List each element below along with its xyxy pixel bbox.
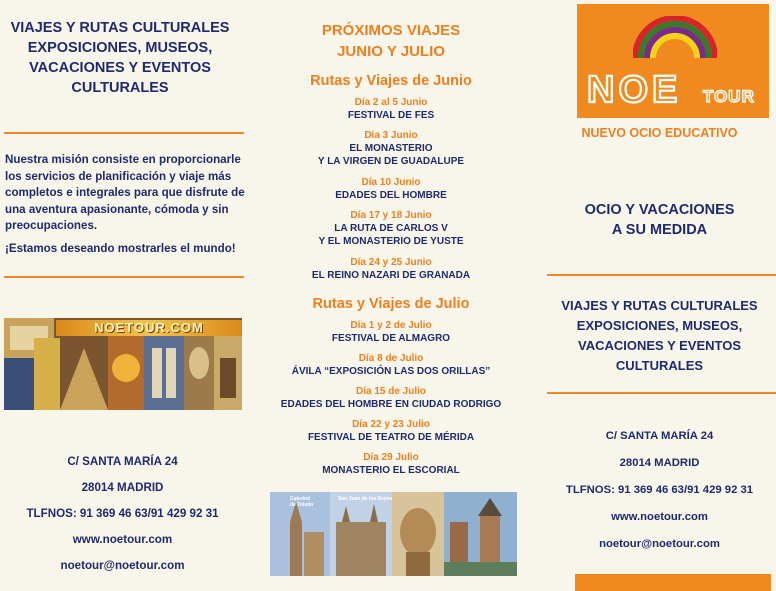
divider [547,274,776,276]
slogan [543,200,776,240]
june-event [262,256,520,282]
middle-panel [262,0,520,591]
june-event [262,129,520,168]
july-event [262,385,520,411]
event-name: ÁVILA “EXPOSICIÓN LAS DOS ORILLAS” [291,366,491,377]
event-name: EDADES DEL HOMBRE [335,190,447,201]
right-city: 28014 MADRID [619,457,700,469]
right-title-line: EXPOSICIONES, MUSEOS, [576,318,743,333]
left-email-link[interactable]: noetour@noetour.com [60,559,185,572]
right-panel [543,0,776,591]
event-date: Día 15 de Julio [355,386,427,397]
june-event [262,209,520,248]
right-address: C/ SANTA MARÍA 24 [605,430,714,442]
right-title-line: VACACIONES Y EVENTOS [577,338,742,353]
monuments-photo-strip [270,492,517,576]
left-title [0,18,240,98]
june-section-title: Rutas y Viajes de Junio [310,73,472,89]
divider [4,132,244,134]
event-name-line2: Y LA VIRGEN DE GUADALUPE [317,156,465,167]
footer-bar [575,574,771,591]
left-title-line: EXPOSICIONES, MUSEOS, [27,40,213,56]
right-title [543,296,776,376]
event-date: Día 29 Julio [363,452,419,463]
slogan-line: A SU MEDIDA [611,222,708,238]
event-name: EL REINO NAZARI DE GRANADA [311,270,471,281]
upcoming-trips-heading [262,20,520,62]
mission-text: Nuestra misión consiste en proporcionarle los servicios de planificación y viaje más completos e integrales para que disfrute de una aventura apasionante, cómoda y sin preocupaciones. [5,153,245,232]
event-name-line2: Y EL MONASTERIO DE YUSTE [318,236,464,247]
left-city: 28014 MADRID [81,481,164,494]
heading-line: JUNIO Y JULIO [337,43,445,60]
exclaim-text: ¡Estamos deseando mostrarles el mundo! [5,242,236,255]
left-title-line: VACACIONES Y EVENTOS [29,60,211,76]
right-phones: TLFNOS: 91 369 46 63/91 429 92 31 [565,484,754,496]
noe-tour-logo [577,4,769,118]
logo-sub-text: TOUR [703,87,755,106]
event-date: Día 2 al 5 Junio [354,97,428,108]
right-title-line: VIAJES Y RUTAS CULTURALES [561,298,758,313]
july-event [262,352,520,378]
left-web-link[interactable]: www.noetour.com [72,533,173,546]
divider [4,276,244,278]
july-section-title: Rutas y Viajes de Julio [312,296,470,312]
right-web-link[interactable]: www.noetour.com [611,511,708,523]
event-name: MONASTERIO EL ESCORIAL [322,465,460,476]
right-email-link[interactable]: noetour@noetour.com [599,538,720,550]
travel-collage-image [4,318,242,410]
left-panel [0,0,258,591]
left-address: C/ SANTA MARÍA 24 [67,455,178,468]
left-title-line: VIAJES Y RUTAS CULTURALES [10,20,230,36]
left-title-line: CULTURALES [71,80,169,96]
collage-banner: NOETOUR.COM [56,320,242,336]
event-date: Día 8 de Julio [358,353,424,364]
logo-main-text: NOE [587,69,682,108]
rainbow-icon [633,16,717,58]
event-date: Día 22 y 23 Julio [352,419,430,430]
logo-wordmark [585,68,761,108]
event-date: Día 10 Junio [361,177,421,188]
event-date: Día 3 Junio [364,130,418,141]
event-date: Día 24 y 25 Junio [350,257,432,268]
tagline: NUEVO OCIO EDUCATIVO [581,126,738,140]
event-date: Día 17 y 18 Junio [350,210,432,221]
right-title-line: CULTURALES [615,358,704,373]
july-event [262,319,520,345]
photo-caption: San Juan de los Reyes [338,496,393,502]
june-event [262,96,520,122]
event-name: EL MONASTERIO [349,143,433,154]
event-name: FESTIVAL DE FES [347,110,435,121]
photo-caption: Catedral de Toledo [290,496,314,508]
event-name: FESTIVAL DE TEATRO DE MÉRIDA [307,432,475,443]
event-name: EDADES DEL HOMBRE EN CIUDAD RODRIGO [280,399,502,410]
divider [547,392,776,394]
slogan-line: OCIO Y VACACIONES [584,202,735,218]
event-name: LA RUTA DE CARLOS V [334,223,448,234]
heading-line: PRÓXIMOS VIAJES [321,22,461,39]
july-event [262,451,520,477]
left-phones: TLFNOS: 91 369 46 63/91 429 92 31 [26,507,219,520]
june-event [262,176,520,202]
july-event [262,418,520,444]
event-name: FESTIVAL DE ALMAGRO [331,333,451,344]
event-date: Día 1 y 2 de Julio [350,320,432,331]
